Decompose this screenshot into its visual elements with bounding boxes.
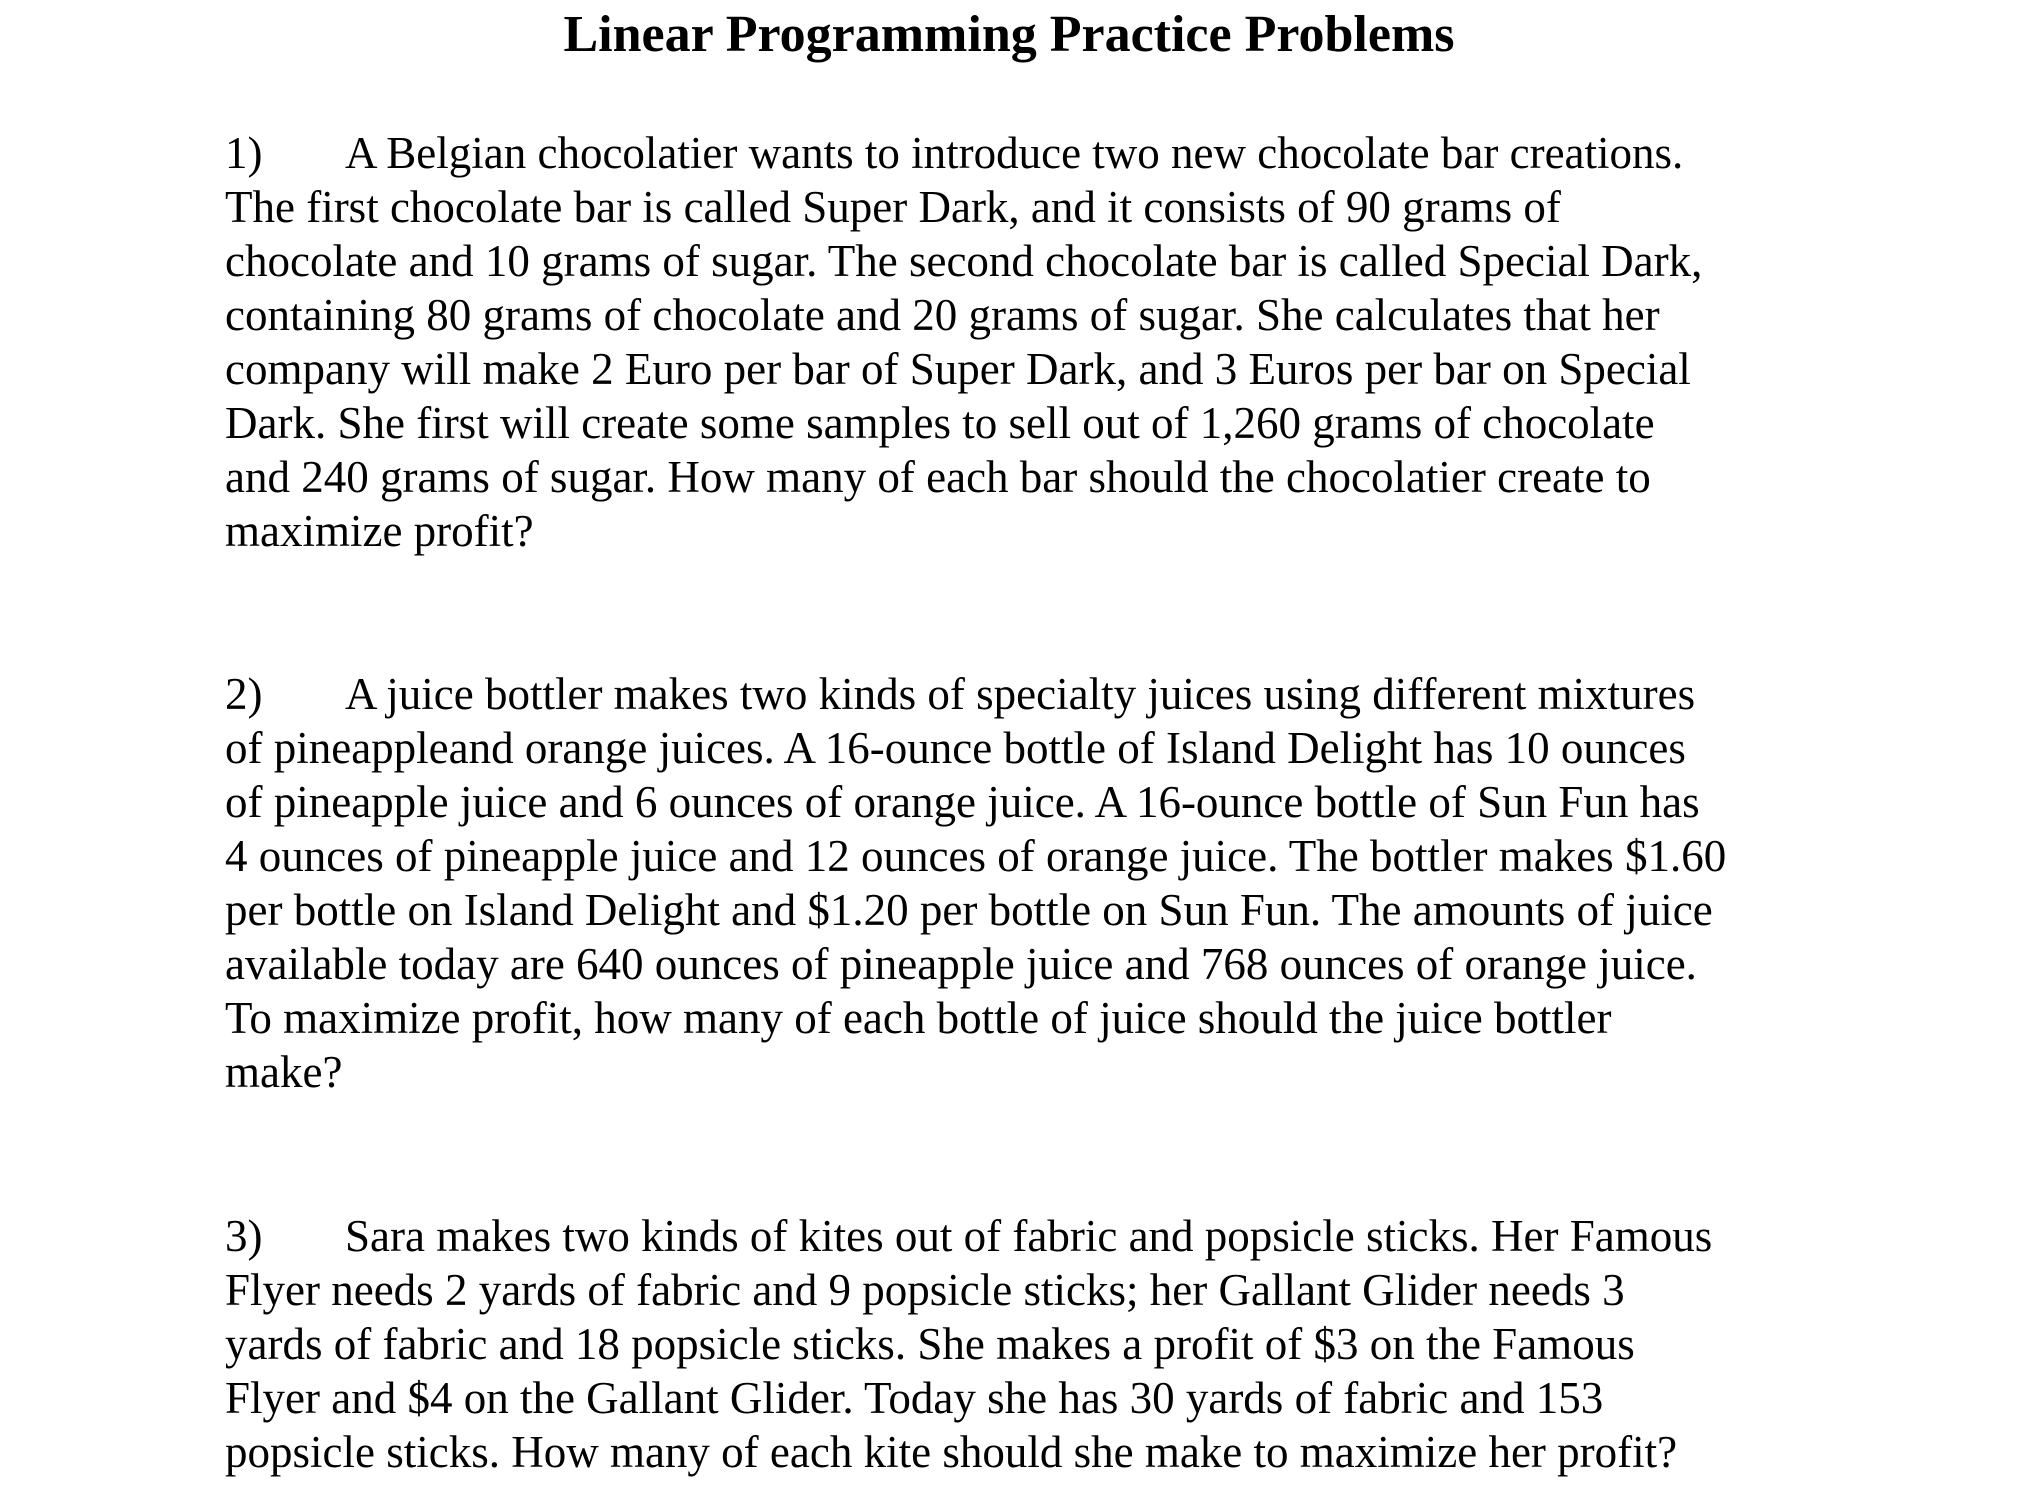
problem-line: make? [225,1047,343,1097]
problem-3 [225,1209,1805,1479]
problem-line: available today are 640 ounces of pineapple juice and 768 ounces of orange juice. [225,939,1697,989]
problem-line: yards of fabric and 18 popsicle sticks. She makes a profit of $3 on the Famous [225,1319,1635,1369]
problem-line: popsicle sticks. How many of each kite should she make to maximize her profit? [225,1427,1678,1477]
problem-line: of pineappleand orange juices. A 16-ounce bottle of Island Delight has 10 ounces [225,723,1686,773]
problem-line: of pineapple juice and 6 ounces of orange juice. A 16-ounce bottle of Sun Fun has [225,777,1700,827]
problem-line: and 240 grams of sugar. How many of each bar should the chocolatier create to [225,452,1651,502]
problem-1 [225,126,1805,558]
problem-line: maximize profit? [225,506,534,556]
problem-line: Sara makes two kinds of kites out of fabric and popsicle sticks. Her Famous [345,1211,1713,1261]
problem-number: 1) [225,128,263,178]
problem-number: 3) [225,1211,263,1261]
problem-line: Dark. She first will create some samples to sell out of 1,260 grams of chocolate [225,398,1655,448]
problem-line: Flyer and $4 on the Gallant Glider. Today she has 30 yards of fabric and 153 [225,1373,1604,1423]
problem-line: 4 ounces of pineapple juice and 12 ounces of orange juice. The bottler makes $1.60 [225,831,1727,881]
problem-line: company will make 2 Euro per bar of Super Dark, and 3 Euros per bar on Special [225,344,1691,394]
problem-line: A Belgian chocolatier wants to introduce two new chocolate bar creations. [345,128,1684,178]
problem-2 [225,667,1805,1099]
problem-line: A juice bottler makes two kinds of specialty juices using different mixtures [345,669,1696,719]
problem-number: 2) [225,669,263,719]
problem-line: per bottle on Island Delight and $1.20 per bottle on Sun Fun. The amounts of juice [225,885,1713,935]
problem-line: The first chocolate bar is called Super Dark, and it consists of 90 grams of [225,182,1561,232]
problem-line: Flyer needs 2 yards of fabric and 9 popsicle sticks; her Gallant Glider needs 3 [225,1265,1625,1315]
problem-line: To maximize profit, how many of each bottle of juice should the juice bottler [225,993,1612,1043]
problem-line: chocolate and 10 grams of sugar. The second chocolate bar is called Special Dark, [225,236,1703,286]
page-title: Linear Programming Practice Problems [563,6,1455,63]
problem-line: containing 80 grams of chocolate and 20 grams of sugar. She calculates that her [225,290,1660,340]
